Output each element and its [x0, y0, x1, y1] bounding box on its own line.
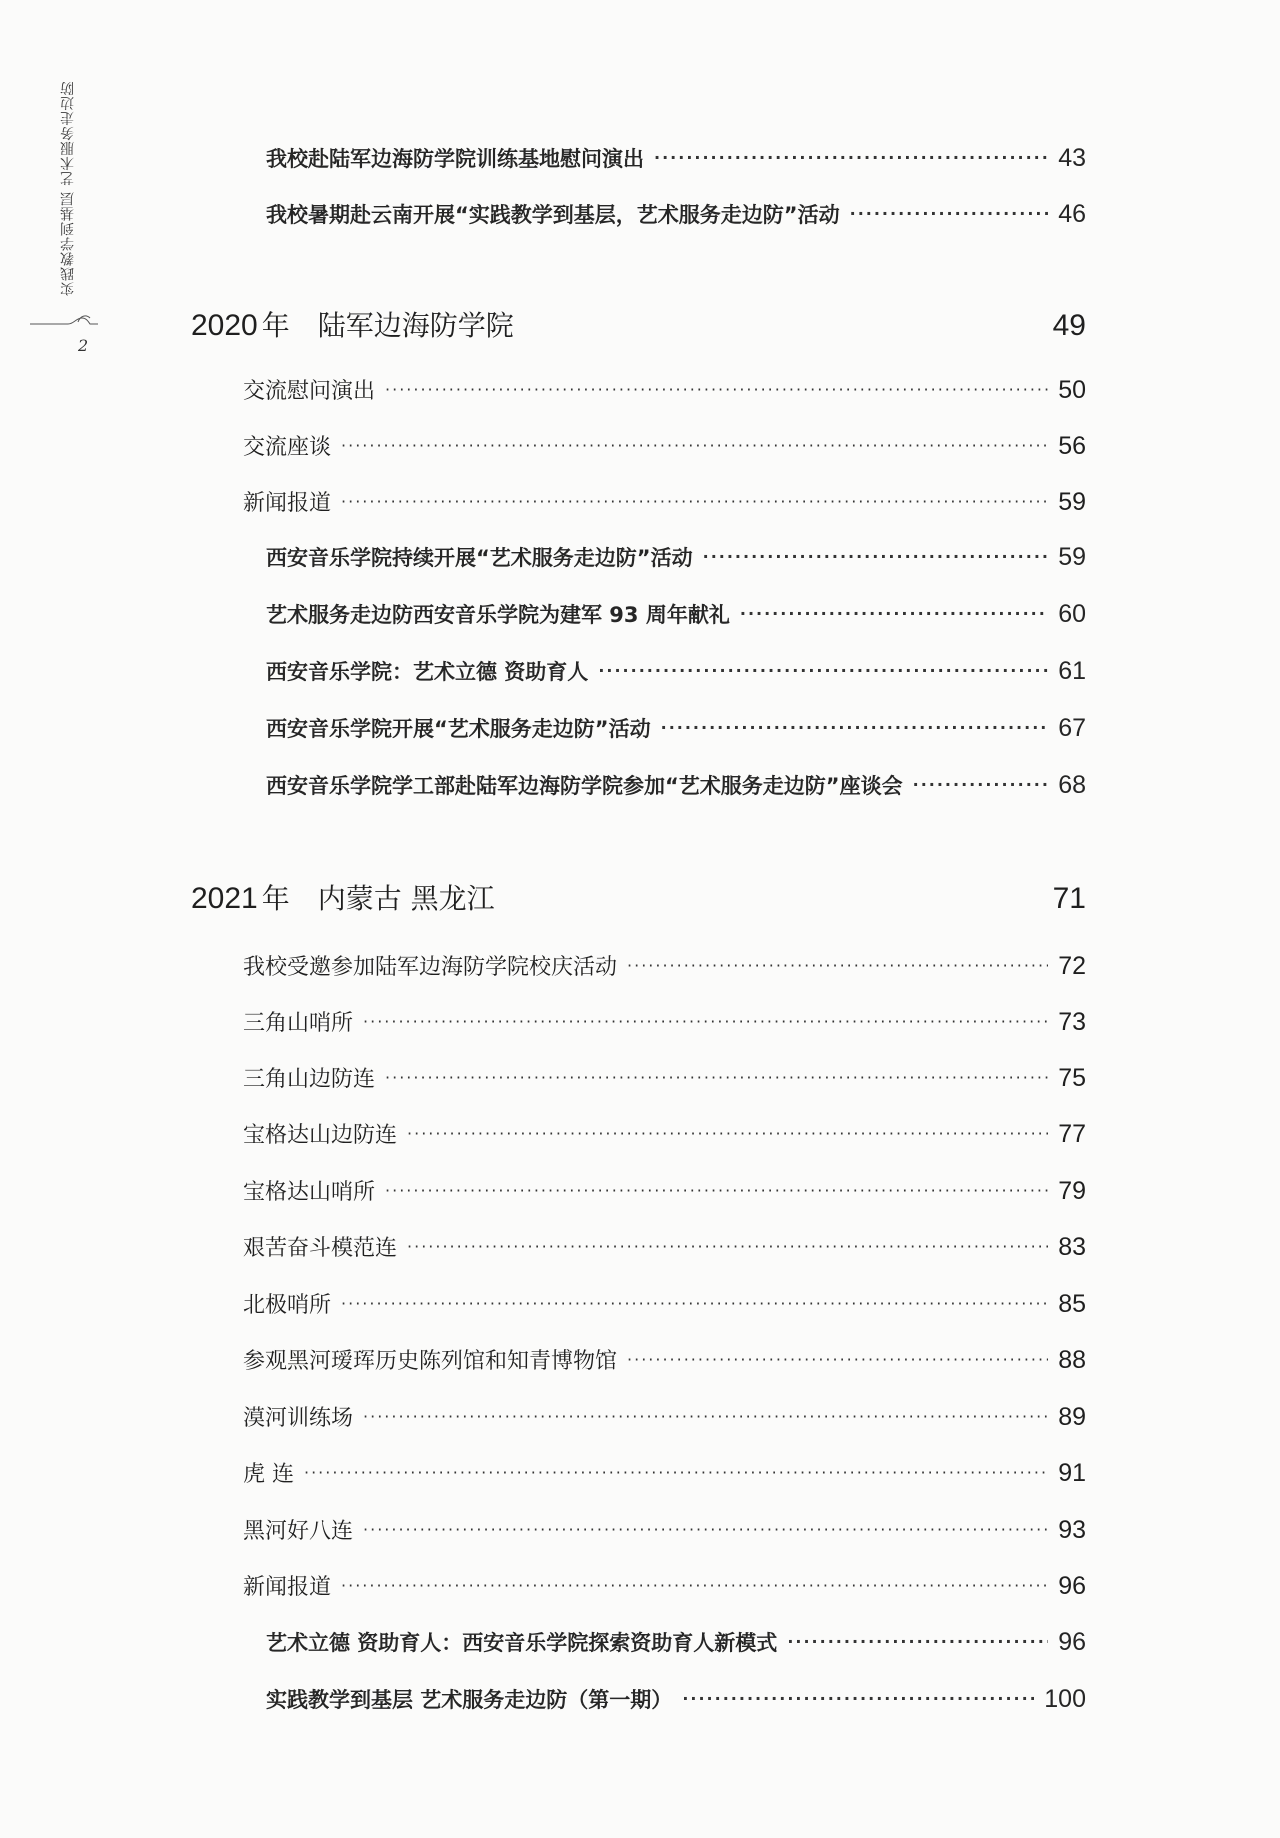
toc-entry-page: 88: [1058, 1346, 1086, 1374]
page-number: 2: [78, 336, 89, 355]
toc-entry-page: 73: [1058, 1008, 1086, 1036]
toc-entry[interactable]: [243, 1175, 1086, 1206]
toc-entry-page: 43: [1058, 144, 1086, 172]
dot-leader: [341, 1294, 1048, 1313]
dot-leader: [627, 956, 1048, 975]
toc-entry-title: 新闻报道: [243, 1575, 332, 1600]
toc-entry-title: 虎 连: [243, 1462, 294, 1487]
toc-entry-title: 西安音乐学院开展“艺术服务走边防”活动: [266, 717, 651, 741]
toc-entry-title: 艰苦奋斗模范连: [243, 1236, 398, 1261]
toc-entry-page: 68: [1058, 771, 1086, 799]
section-place: 内蒙古 黑龙江: [317, 882, 495, 915]
dot-leader: [703, 547, 1049, 566]
toc-entry-title: 我校暑期赴云南开展“实践教学到基层，艺术服务走边防”活动: [266, 203, 840, 227]
toc-entry-title: 三角山哨所: [243, 1011, 354, 1036]
dot-leader: [385, 1181, 1048, 1200]
section-year: 2021: [191, 882, 258, 915]
toc-entry[interactable]: [243, 1457, 1086, 1488]
toc-entry-page: 91: [1058, 1459, 1086, 1487]
section-year-suffix: 年: [261, 882, 290, 915]
toc-entry[interactable]: [266, 542, 1086, 572]
toc-entry-page: 60: [1058, 600, 1086, 628]
toc-entry[interactable]: [266, 656, 1086, 686]
toc-entry[interactable]: [243, 1062, 1086, 1093]
section-year: 2020: [191, 309, 258, 342]
toc-entry-title: 我校受邀参加陆军边海防学院校庆活动: [243, 955, 618, 980]
running-header: 实践教学到基层 艺术服务走边防: [60, 80, 76, 296]
toc-entry[interactable]: [243, 1401, 1086, 1432]
toc-entry[interactable]: [243, 1570, 1086, 1601]
dot-leader: [363, 1012, 1048, 1031]
toc-entry-page: 72: [1058, 952, 1086, 980]
section-heading-2021[interactable]: [191, 877, 1086, 917]
section-place: 陆军边海防学院: [317, 309, 514, 342]
dot-leader: [598, 661, 1048, 680]
toc-entry-title: 艺术服务走边防西安音乐学院为建军 93 周年献礼: [266, 603, 730, 627]
toc-entry-page: 79: [1058, 1177, 1086, 1205]
dot-leader: [682, 1689, 1034, 1708]
toc-entry[interactable]: [266, 1627, 1086, 1657]
toc-entry[interactable]: [243, 1006, 1086, 1037]
toc-entry[interactable]: [243, 1344, 1086, 1375]
dot-leader: [787, 1632, 1048, 1651]
toc-entry-title: 交流座谈: [243, 435, 332, 460]
ornament-icon: [28, 312, 100, 332]
toc-entry-title: 黑河好八连: [243, 1519, 354, 1544]
toc-entry-title: 漠河训练场: [243, 1406, 354, 1431]
toc-entry-page: 75: [1058, 1064, 1086, 1092]
toc-entry-title: 宝格达山边防连: [243, 1123, 398, 1148]
dot-leader: [407, 1124, 1048, 1143]
toc-entry-page: 96: [1058, 1572, 1086, 1600]
toc-entry-title: 新闻报道: [243, 491, 332, 516]
toc-entry-title: 参观黑河瑷珲历史陈列馆和知青博物馆: [243, 1349, 618, 1374]
toc-entry-page: 46: [1058, 200, 1086, 228]
dot-leader: [740, 604, 1048, 623]
toc-entry-title: 西安音乐学院学工部赴陆军边海防学院参加“艺术服务走边防”座谈会: [266, 774, 903, 798]
dot-leader: [654, 148, 1048, 167]
toc-entry-page: 56: [1058, 432, 1086, 460]
toc-entry-title: 实践教学到基层 艺术服务走边防（第一期）: [266, 1688, 673, 1712]
dot-leader: [385, 380, 1048, 399]
toc-entry-title: 西安音乐学院：艺术立德 资助育人: [266, 660, 589, 684]
toc-entry[interactable]: [266, 1684, 1086, 1714]
toc-entry-page: 59: [1058, 488, 1086, 516]
toc-entry-title: 西安音乐学院持续开展“艺术服务走边防”活动: [266, 546, 693, 570]
toc-entry[interactable]: [243, 1288, 1086, 1319]
dot-leader: [341, 436, 1048, 455]
toc-entry[interactable]: [266, 599, 1086, 629]
toc-entry[interactable]: [243, 430, 1086, 461]
toc-entry[interactable]: [243, 1118, 1086, 1149]
toc-entry-page: 85: [1058, 1290, 1086, 1318]
toc-entry[interactable]: [266, 770, 1086, 800]
dot-leader: [913, 775, 1049, 794]
toc-entry-page: 59: [1058, 543, 1086, 571]
toc-entry-title: 宝格达山哨所: [243, 1180, 376, 1205]
toc-entry-page: 67: [1058, 714, 1086, 742]
toc-entry[interactable]: [243, 374, 1086, 405]
toc-entry[interactable]: [266, 199, 1086, 229]
toc-entry-page: 89: [1058, 1403, 1086, 1431]
toc-entry-title: 艺术立德 资助育人：西安音乐学院探索资助育人新模式: [266, 1631, 778, 1655]
toc-entry-title: 我校赴陆军边海防学院训练基地慰问演出: [266, 147, 644, 171]
toc-entry-page: 96: [1058, 1628, 1086, 1656]
toc-entry-page: 93: [1058, 1516, 1086, 1544]
dot-leader: [385, 1068, 1048, 1087]
dot-leader: [341, 1576, 1048, 1595]
section-page: 49: [1052, 309, 1086, 342]
dot-leader: [304, 1463, 1048, 1482]
toc-entry[interactable]: [243, 1514, 1086, 1545]
dot-leader: [407, 1237, 1048, 1256]
toc-entry-page: 77: [1058, 1120, 1086, 1148]
toc-entry[interactable]: [243, 1231, 1086, 1262]
dot-leader: [627, 1350, 1048, 1369]
toc-entry[interactable]: [266, 713, 1086, 743]
toc-entry[interactable]: [266, 143, 1086, 173]
section-page: 71: [1052, 882, 1086, 915]
toc-entry[interactable]: [243, 950, 1086, 981]
toc-entry-title: 三角山边防连: [243, 1067, 376, 1092]
section-year-suffix: 年: [261, 309, 290, 342]
dot-leader: [363, 1407, 1048, 1426]
toc-entry-page: 50: [1058, 376, 1086, 404]
dot-leader: [363, 1520, 1048, 1539]
toc-entry-title: 交流慰问演出: [243, 379, 376, 404]
toc-entry[interactable]: [243, 486, 1086, 517]
section-heading-2020[interactable]: [191, 304, 1086, 344]
dot-leader: [341, 492, 1048, 511]
toc-entry-title: 北极哨所: [243, 1293, 332, 1318]
dot-leader: [661, 718, 1049, 737]
dot-leader: [850, 204, 1049, 223]
toc-entry-page: 83: [1058, 1233, 1086, 1261]
toc-entry-page: 100: [1044, 1685, 1086, 1713]
toc-entry-page: 61: [1058, 657, 1086, 685]
